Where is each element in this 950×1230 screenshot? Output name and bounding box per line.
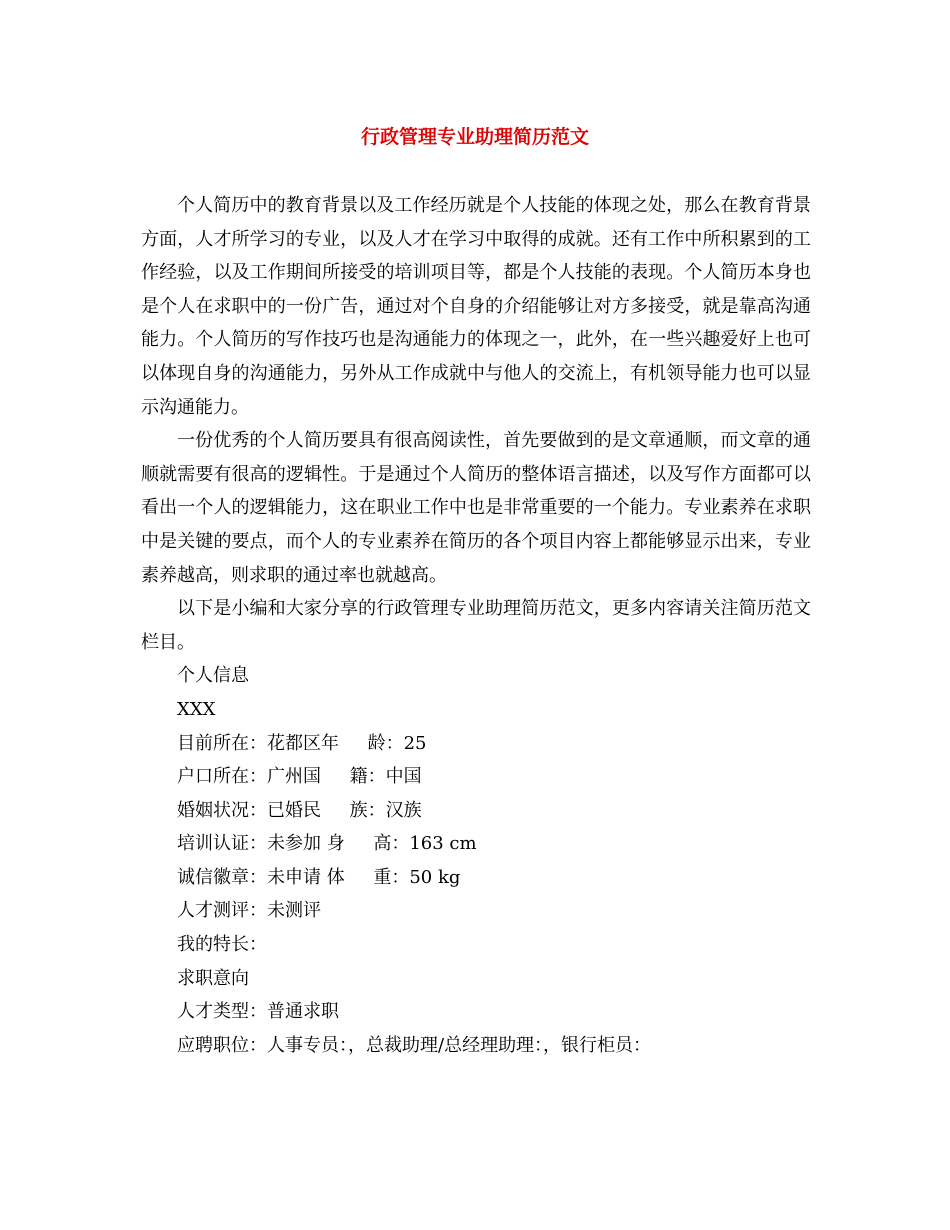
info-location-age: 目前所在：花都区年 龄：25 bbox=[177, 732, 427, 754]
intro-paragraph-2: 一份优秀的个人简历要具有很高阅读性，首先要做到的是文章通顺，而文章的通顺就需要有很高的逻辑性。于是通过个人简历的整体语言描述，以及写作方面都可以看出一个人的逻辑能力，这在职业工作中也是非常重要的一个能力。专业素养在求职中是关键的要点，而个人的专业素养在简历的各个项目内容上都能够显示出来，专业素养越高，则求职的通过率也就越高。 bbox=[141, 430, 811, 586]
intro-paragraph-3: 以下是小编和大家分享的行政管理专业助理简历范文，更多内容请关注简历范文栏目。 bbox=[141, 598, 811, 653]
info-training-height: 培训认证：未参加 身 高：163 cm bbox=[177, 833, 477, 855]
document-title: 行政管理专业助理简历范文 bbox=[360, 126, 589, 148]
section-heading-job-intention: 求职意向 bbox=[177, 967, 249, 989]
candidate-name: XXX bbox=[177, 698, 216, 720]
info-marital-ethnicity: 婚姻状况：已婚民 族：汉族 bbox=[177, 799, 422, 821]
info-applied-positions: 应聘职位：人事专员：，总裁助理/总经理助理：，银行柜员： bbox=[177, 1034, 652, 1056]
info-badge-weight: 诚信徽章：未申请 体 重：50 kg bbox=[177, 866, 461, 888]
info-assessment: 人才测评：未测评 bbox=[177, 900, 321, 922]
document-body bbox=[141, 189, 811, 1062]
intro-paragraph-1: 个人简历中的教育背景以及工作经历就是个人技能的体现之处，那么在教育背景方面，人才所学习的专业，以及人才在学习中取得的成就。还有工作中所积累到的工作经验，以及工作期间所接受的培训项目等，都是个人技能的表现。个人简历本身也是个人在求职中的一份广告，通过对个自身的介绍能够让对方多接受，就是靠高沟通能力。个人简历的写作技巧也是沟通能力的体现之一，此外，在一些兴趣爱好上也可以体现自身的沟通能力，另外从工作成就中与他人的交流上，有机领导能力也可以显示沟通能力。 bbox=[141, 195, 811, 418]
info-talent-type: 人才类型：普通求职 bbox=[177, 1001, 339, 1023]
info-specialty: 我的特长： bbox=[177, 934, 267, 956]
info-hukou-nationality: 户口所在：广州国 籍：中国 bbox=[177, 766, 422, 788]
section-heading-personal-info: 个人信息 bbox=[177, 665, 249, 687]
